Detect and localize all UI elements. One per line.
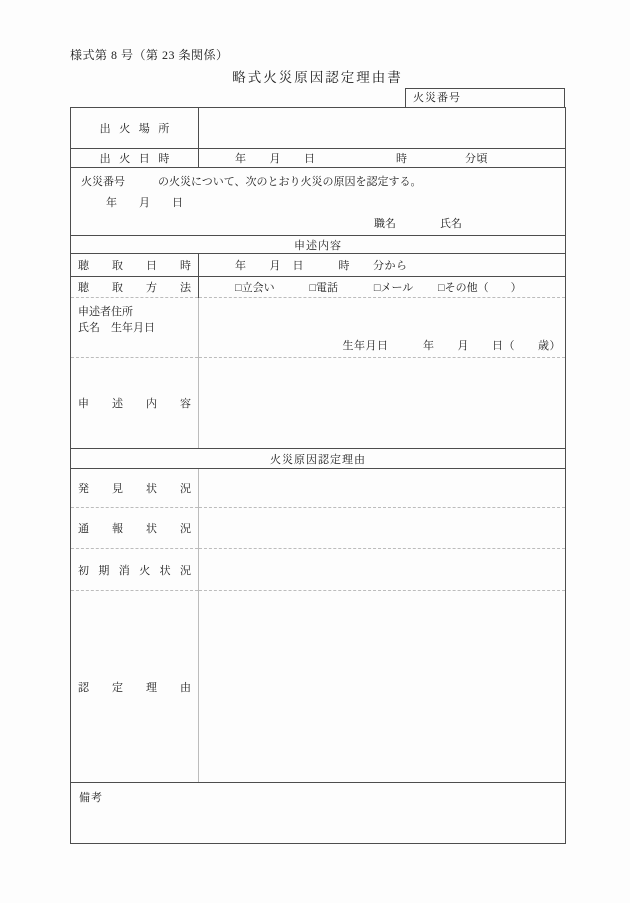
row-declarant [71, 298, 566, 358]
checkbox-option-phone[interactable]: □電話 [309, 282, 339, 294]
fire-cause-form-table [70, 107, 566, 844]
declarant-label-line1: 申述者住所 [78, 306, 133, 318]
fire-number-label: 火災番号 [413, 92, 461, 104]
initial-extinguishing-label: 初期消火状況 [71, 549, 199, 591]
row-fire-datetime [71, 149, 566, 168]
checkbox-option-other[interactable]: □その他（ ） [438, 282, 522, 294]
fire-datetime-field[interactable]: 年 月 日 時 分頃 [199, 149, 566, 168]
row-discovery [71, 469, 566, 508]
checkbox-option-email[interactable]: □メール [373, 282, 414, 294]
remarks-label: 備考 [79, 792, 103, 804]
declarant-label [71, 298, 199, 358]
row-initial-extinguishing [71, 549, 566, 591]
row-remarks [71, 783, 566, 844]
declarant-field[interactable] [199, 298, 566, 358]
discovery-field[interactable] [199, 469, 566, 508]
declarant-label-line2: 氏名 生年月日 [78, 322, 155, 334]
statement-section-title: 申述内容 [71, 236, 566, 254]
declarant-birthdate-template: 生年月日 年 月 日（ 歳） [342, 340, 561, 352]
fire-location-field[interactable] [199, 108, 566, 149]
fire-number-box-wrap [70, 88, 565, 107]
remarks-field[interactable] [71, 783, 566, 844]
checkbox-option-attendance[interactable]: □立会い [235, 282, 275, 294]
determination-field[interactable] [199, 591, 566, 783]
row-hearing-datetime [71, 254, 566, 277]
row-reason-header [71, 449, 566, 469]
report-field[interactable] [199, 508, 566, 549]
fire-location-label: 出火場所 [71, 108, 199, 149]
declaration-date-line[interactable]: 年 月 日 [106, 197, 183, 209]
hearing-method-label: 聴取方法 [71, 277, 199, 298]
row-hearing-method [71, 277, 566, 298]
declaration-block [71, 168, 566, 236]
hearing-datetime-label: 聴取日時 [71, 254, 199, 277]
statement-content-label: 申述内容 [71, 358, 199, 449]
row-fire-location [71, 108, 566, 149]
row-declaration [71, 168, 566, 236]
form-number: 様式第 8 号（第 23 条関係） [70, 48, 229, 62]
row-statement-content [71, 358, 566, 449]
page-title: 略式火災原因認定理由書 [232, 70, 403, 85]
row-report [71, 508, 566, 549]
initial-extinguishing-field[interactable] [199, 549, 566, 591]
declaration-signer-line[interactable]: 職名 氏名 [374, 218, 462, 230]
report-label: 通報状況 [71, 508, 199, 549]
determination-label: 認定理由 [71, 591, 199, 783]
fire-number-field[interactable] [405, 88, 565, 107]
row-determination [71, 591, 566, 783]
reason-section-title: 火災原因認定理由 [71, 449, 566, 469]
hearing-method-options [199, 277, 566, 298]
hearing-datetime-field[interactable]: 年 月 日 時 分から [199, 254, 566, 277]
discovery-label: 発見状況 [71, 469, 199, 508]
fire-datetime-label: 出火日時 [71, 149, 199, 168]
statement-content-field[interactable] [199, 358, 566, 449]
row-statement-header [71, 236, 566, 254]
declaration-line1: 火災番号 の火災について、次のとおり火災の原因を認定する。 [81, 176, 422, 188]
